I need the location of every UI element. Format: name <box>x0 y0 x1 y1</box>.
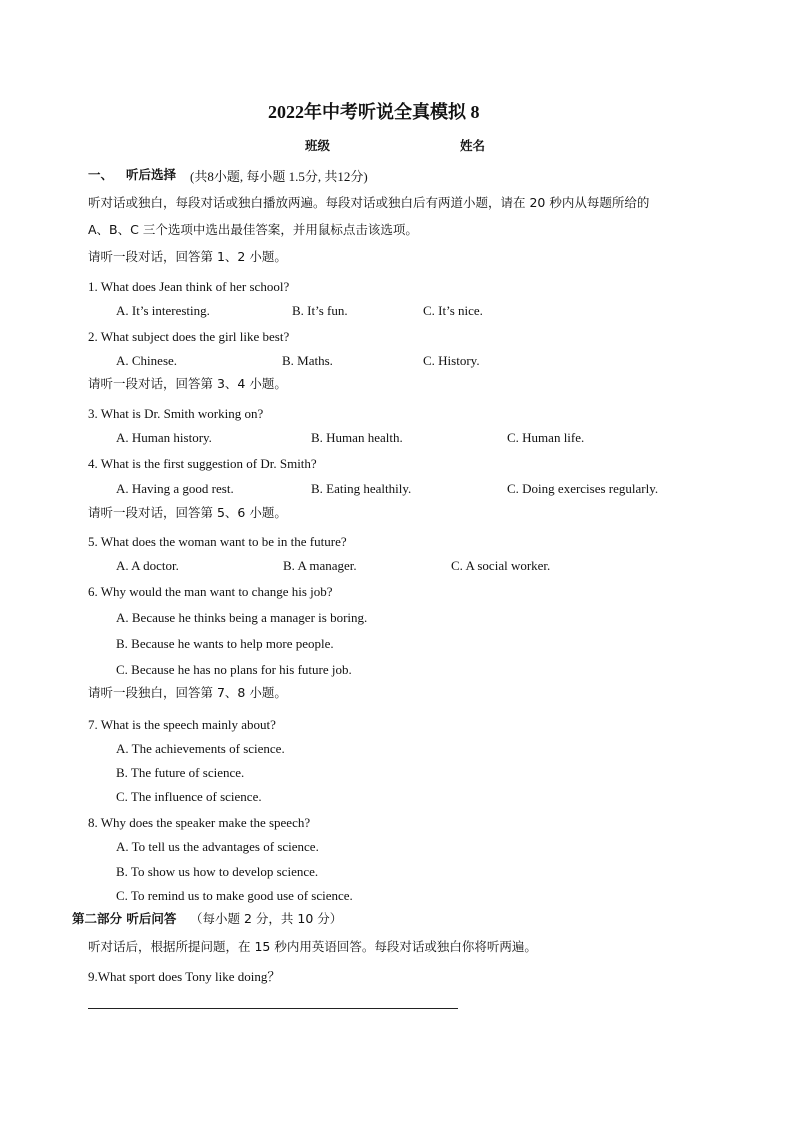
option-a[interactable]: A. Having a good rest. <box>116 481 234 496</box>
question-stem: 8. Why does the speaker make the speech? <box>88 815 311 830</box>
option-a[interactable]: A. To tell us the advantages of science. <box>116 839 319 854</box>
option-c[interactable]: C. Doing exercises regularly. <box>507 481 659 496</box>
option-b[interactable]: B. The future of science. <box>116 765 245 780</box>
part2-heading-note: （每小题 2 分，共 10 分） <box>190 911 343 926</box>
option-c[interactable]: C. Human life. <box>507 430 585 445</box>
option-b[interactable]: B. Human health. <box>311 430 403 445</box>
option-b[interactable]: B. Because he wants to help more people. <box>116 636 334 651</box>
question-stem: 9.What sport does Tony like doing？ <box>88 969 281 984</box>
option-a[interactable]: A. A doctor. <box>116 558 179 573</box>
option-c[interactable]: C. It’s nice. <box>423 303 483 318</box>
section-prompt: 请听一段独白，回答第 7、8 小题。 <box>88 685 287 700</box>
part1-instruction-line2: A、B、C 三个选项中选出最佳答案，并用鼠标点击该选项。 <box>88 222 418 237</box>
page-title: 2022年中考听说全真模拟 8 <box>268 102 480 122</box>
question-stem: 7. What is the speech mainly about? <box>88 717 276 732</box>
option-a[interactable]: A. It’s interesting. <box>116 303 210 318</box>
section-prompt: 请听一段对话，回答第 3、4 小题。 <box>88 376 287 391</box>
class-label: 班级 <box>305 138 331 153</box>
answer-line[interactable] <box>88 1008 458 1009</box>
option-b[interactable]: B. A manager. <box>283 558 357 573</box>
part2-instruction: 听对话后，根据所提问题，在 15 秒内用英语回答。每段对话或独白你将听两遍。 <box>88 939 537 954</box>
option-b[interactable]: B. To show us how to develop science. <box>116 864 319 879</box>
question-stem: 5. What does the woman want to be in the future? <box>88 534 347 549</box>
option-c[interactable]: C. A social worker. <box>451 558 551 573</box>
part1-instruction-line1: 听对话或独白，每段对话或独白播放两遍。每段对话或独白后有两道小题，请在 20 秒内从每题所给的 <box>88 195 650 210</box>
question-stem: 4. What is the first suggestion of Dr. Smith? <box>88 456 317 471</box>
option-a[interactable]: A. Because he thinks being a manager is boring. <box>116 610 368 625</box>
option-b[interactable]: B. It’s fun. <box>292 303 348 318</box>
option-a[interactable]: A. Human history. <box>116 430 212 445</box>
question-stem: 6. Why would the man want to change his job? <box>88 584 333 599</box>
question-stem: 1. What does Jean think of her school? <box>88 279 290 294</box>
option-c[interactable]: C. The influence of science. <box>116 789 262 804</box>
section-prompt: 请听一段对话，回答第 5、6 小题。 <box>88 505 287 520</box>
section-prompt: 请听一段对话，回答第 1、2 小题。 <box>88 249 287 264</box>
option-a[interactable]: A. Chinese. <box>116 353 178 368</box>
option-c[interactable]: C. To remind us to make good use of science. <box>116 888 353 903</box>
question-stem: 3. What is Dr. Smith working on? <box>88 406 264 421</box>
name-label: 姓名 <box>460 138 486 153</box>
part2-heading-title: 第二部分 听后问答 <box>72 911 177 926</box>
option-a[interactable]: A. The achievements of science. <box>116 741 285 756</box>
option-b[interactable]: B. Eating healthily. <box>311 481 412 496</box>
option-c[interactable]: C. Because he has no plans for his future job. <box>116 662 352 677</box>
option-c[interactable]: C. History. <box>423 353 480 368</box>
part1-heading-title: 听后选择 <box>126 167 177 182</box>
part1-heading-note: (共8小题, 每小题 1.5分, 共12分) <box>190 169 368 184</box>
question-stem: 2. What subject does the girl like best? <box>88 329 290 344</box>
option-b[interactable]: B. Maths. <box>282 353 333 368</box>
part1-heading-number: 一、 <box>88 167 114 182</box>
